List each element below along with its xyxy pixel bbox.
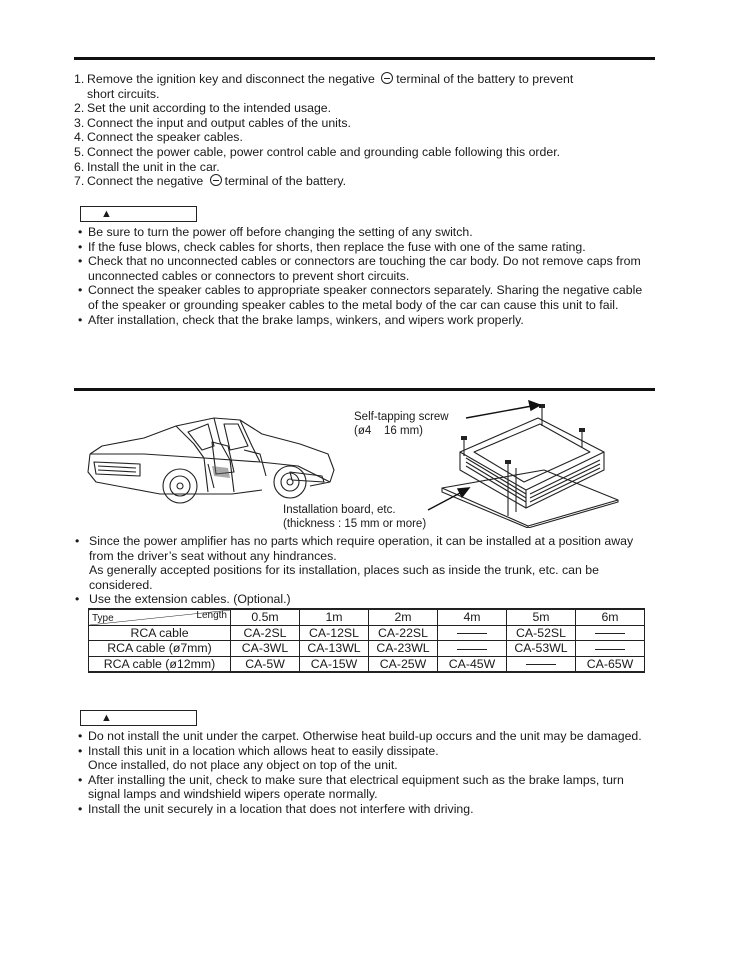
table-cell: CA-12SL [300, 625, 369, 641]
installation-notes [75, 534, 655, 607]
list-item: • Connect the speaker cables to appropriate speaker connectors separately. Sharing the negative cable of the speaker or grounding speaker cables to the metal body of the car can cause this unit to fail. [74, 283, 654, 312]
table-header-row [89, 609, 645, 625]
list-item: • Install this unit in a location which allows heat to easily dissipate. Once installed, do not place any object on top of the unit. [74, 744, 654, 773]
table-cell: CA-15W [300, 656, 369, 672]
step-item: 1. Remove the ignition key and disconnect the negative terminal of the battery to prevent short circuits. [74, 72, 574, 101]
table-cell: CA-5W [231, 656, 300, 672]
table-row [89, 641, 645, 657]
table-cell: CA-65W [576, 656, 645, 672]
cable-type-cell: RCA cable (ø12mm) [89, 656, 231, 672]
table-cell-empty [438, 625, 507, 641]
cable-type-cell: RCA cable (ø7mm) [89, 641, 231, 657]
corner-length-label: Length [196, 610, 227, 621]
table-cell-empty [507, 656, 576, 672]
dash-mark [595, 649, 625, 650]
table-row [89, 656, 645, 672]
length-header: 5m [507, 609, 576, 625]
table-cell: CA-53WL [507, 641, 576, 657]
corner-type-label: Type [92, 612, 114, 624]
table-cell-empty [438, 641, 507, 657]
table-row [89, 625, 645, 641]
list-item: • If the fuse blows, check cables for shorts, then replace the fuse with one of the same rating. [74, 240, 654, 255]
list-item: • Check that no unconnected cables or connectors are touching the car body. Do not remove caps from unconnected cables or connectors to prevent short circuits. [74, 254, 654, 283]
screw-size-label: (ø4 16 mm) [354, 425, 424, 437]
list-item: • Install the unit securely in a location that does not interfere with driving. [74, 802, 654, 817]
board-label: Installation board, etc. [283, 504, 396, 516]
table-cell-empty [576, 625, 645, 641]
table-cell: CA-2SL [231, 625, 300, 641]
dash-mark [457, 633, 487, 634]
list-item: • Since the power amplifier has no parts which require operation, it can be installed at a position away from the driver’s seat without any hindrances. As generally accepted positions for its installation, places such as inside the trunk, etc. can be considered. [75, 534, 655, 592]
table-cell: CA-45W [438, 656, 507, 672]
dash-mark [526, 664, 556, 665]
table-cell: CA-22SL [369, 625, 438, 641]
dash-mark [457, 649, 487, 650]
list-item: • Do not install the unit under the carpet. Otherwise heat build-up occurs and the unit may be damaged. [74, 729, 654, 744]
cable-type-cell: RCA cable [89, 625, 231, 641]
step-item: 6. Install the unit in the car. [74, 159, 220, 174]
length-header: 6m [576, 609, 645, 625]
screw-label: Self-tapping screw [354, 411, 449, 423]
warning-triangle-icon: ▲ [101, 208, 112, 220]
warning-triangle-icon: ▲ [101, 712, 112, 724]
list-item: • After installation, check that the brake lamps, winkers, and wipers work properly. [74, 313, 654, 328]
step-item: 7. Connect the negative terminal of the battery. [74, 174, 347, 189]
length-header: 4m [438, 609, 507, 625]
step-item: 5. Connect the power cable, power control cable and grounding cable following this order. [74, 144, 561, 159]
step-item: 2. Set the unit according to the intended usage. [74, 101, 332, 116]
dash-mark [595, 633, 625, 634]
table-cell: CA-3WL [231, 641, 300, 657]
step-item: 4. Connect the speaker cables. [74, 130, 243, 145]
table-corner-cell [89, 609, 231, 625]
list-item: • After installing the unit, check to make sure that electrical equipment such as the brake lamps, turn signal lamps and windshield wipers operate normally. [74, 773, 654, 802]
board-thickness-label: (thickness : 15 mm or more) [283, 518, 427, 530]
length-header: 1m [300, 609, 369, 625]
table-cell: CA-13WL [300, 641, 369, 657]
extension-cable-table [88, 608, 645, 673]
length-header: 2m [369, 609, 438, 625]
table-cell: CA-52SL [507, 625, 576, 641]
table-cell: CA-23WL [369, 641, 438, 657]
caution-list-2 [74, 729, 654, 817]
step-item: 3. Connect the input and output cables of the units. [74, 115, 351, 130]
table-cell: CA-25W [369, 656, 438, 672]
table-cell-empty [576, 641, 645, 657]
list-item: • Be sure to turn the power off before changing the setting of any switch. [74, 225, 654, 240]
length-header: 0.5m [231, 609, 300, 625]
list-item: • Use the extension cables. (Optional.) [75, 592, 655, 607]
caution-label-box [80, 710, 197, 726]
